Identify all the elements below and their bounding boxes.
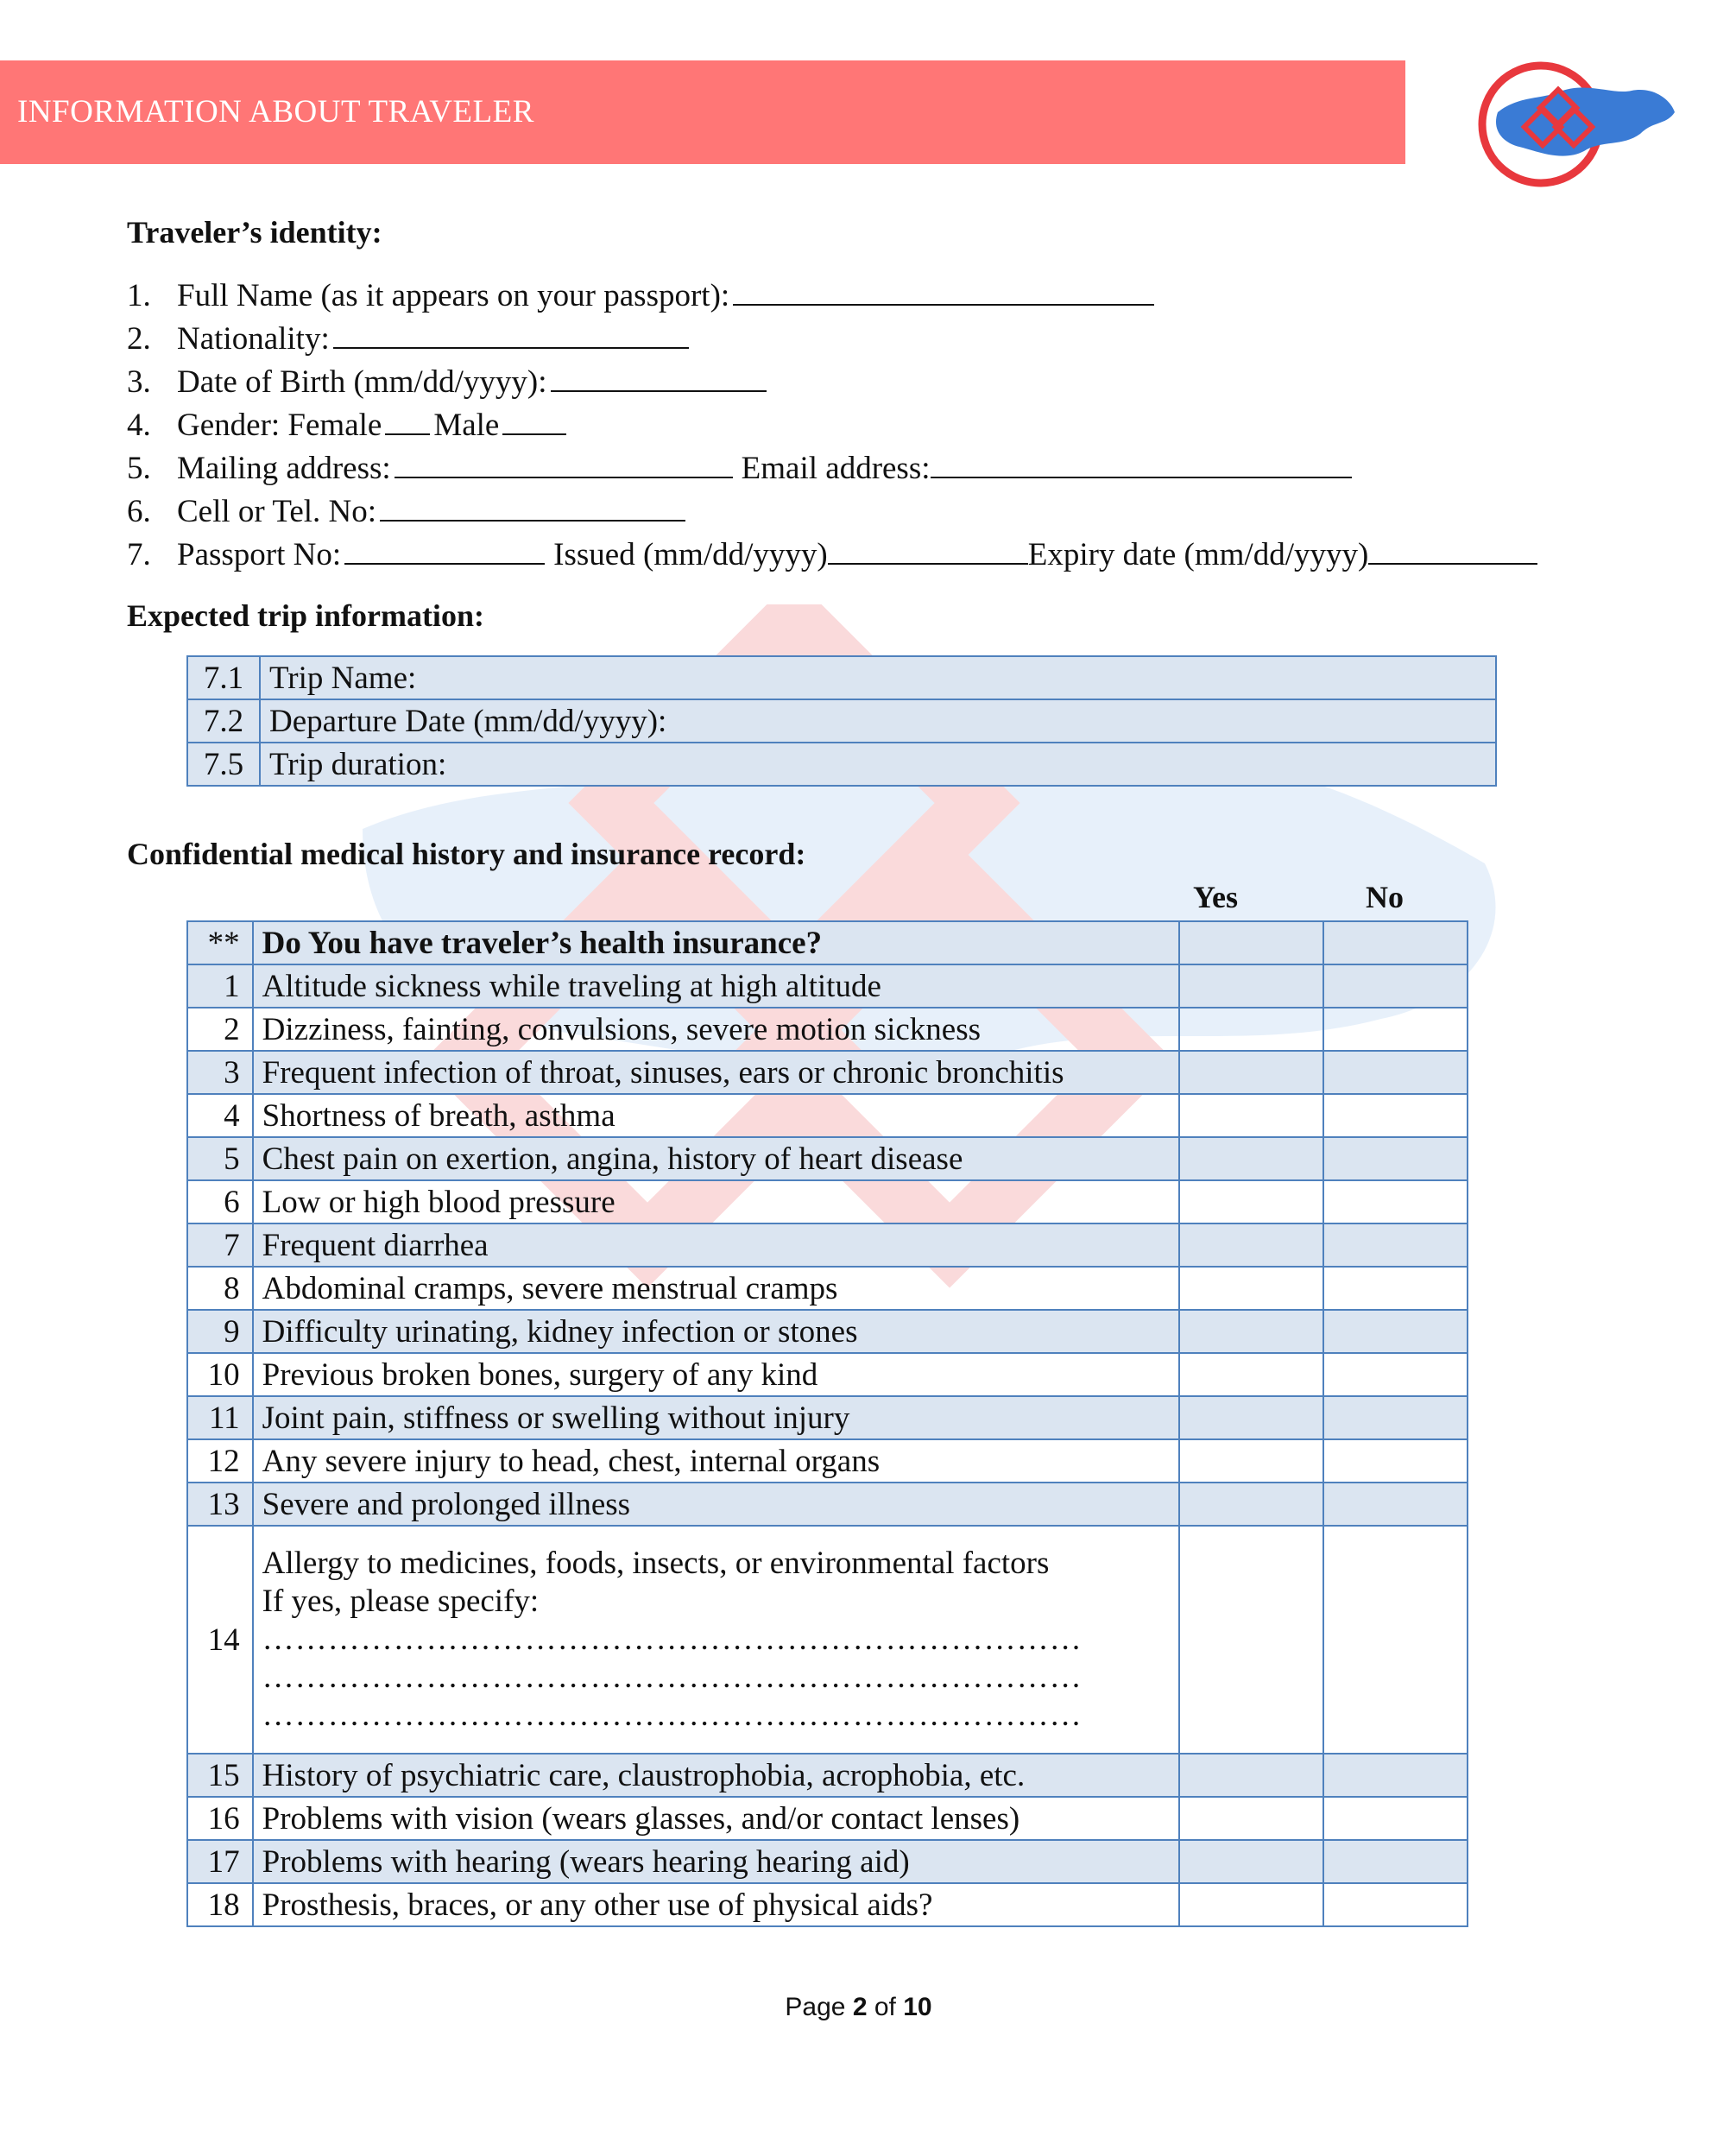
departure-date-field[interactable]: Departure Date (mm/dd/yyyy): [260,699,1496,743]
no-checkbox[interactable] [1323,1439,1468,1483]
no-checkbox[interactable] [1323,1840,1468,1883]
expiry-field[interactable] [1368,534,1537,565]
company-logo [1459,60,1683,188]
table-row: 6 Low or high blood pressure [187,1180,1468,1223]
no-checkbox[interactable] [1323,1310,1468,1353]
passport-field[interactable] [344,534,545,565]
full-name-field[interactable] [733,275,1154,306]
issued-label: Issued (mm/dd/yyyy) [553,537,828,572]
medical-table [186,920,1468,1927]
yes-checkbox[interactable] [1179,1180,1323,1223]
no-checkbox[interactable] [1323,1483,1468,1526]
table-row: 16 Problems with vision (wears glasses, and/or contact lenses) [187,1797,1468,1840]
no-checkbox[interactable] [1323,1754,1468,1797]
yes-checkbox[interactable] [1179,1137,1323,1180]
gender-male-field[interactable] [502,404,566,435]
header-bar [0,60,1405,164]
trip-table [186,655,1497,787]
yes-checkbox[interactable] [1179,1353,1323,1396]
full-name-label: Full Name (as it appears on your passport): [177,278,730,313]
no-checkbox[interactable] [1323,1137,1468,1180]
medical-heading: Confidential medical history and insurance record: [127,837,806,871]
table-row: 15 History of psychiatric care, claustrophobia, acrophobia, etc. [187,1754,1468,1797]
yes-checkbox[interactable] [1179,1094,1323,1137]
passport-label: Passport No: [177,537,342,572]
table-row: 2 Dizziness, fainting, convulsions, severe motion sickness [187,1008,1468,1051]
no-checkbox[interactable] [1323,964,1468,1008]
table-row: 13 Severe and prolonged illness [187,1483,1468,1526]
yes-checkbox[interactable] [1179,1396,1323,1439]
expiry-label: Expiry date (mm/dd/yyyy) [1027,537,1369,572]
no-checkbox[interactable] [1323,1008,1468,1051]
no-checkbox[interactable] [1323,1094,1468,1137]
table-row: 7.2 Departure Date (mm/dd/yyyy): [187,699,1496,743]
no-checkbox[interactable] [1323,1797,1468,1840]
list-item: 5. Mailing address: Email address: [127,447,1537,490]
allergy-specify-line[interactable]: ………………………………………………………………… [262,1622,1083,1657]
list-item: 2. Nationality: [127,318,1537,361]
table-row: 17 Problems with hearing (wears hearing hearing aid) [187,1840,1468,1883]
table-row: 10 Previous broken bones, surgery of any kind [187,1353,1468,1396]
trip-name-field[interactable]: Trip Name: [260,656,1496,699]
no-checkbox[interactable] [1323,1353,1468,1396]
list-item: 7. Passport No: Issued (mm/dd/yyyy) Expiry date (mm/dd/yyyy) [127,534,1537,577]
yes-checkbox[interactable] [1179,1051,1323,1094]
yes-checkbox[interactable] [1179,1483,1323,1526]
yes-checkbox[interactable] [1179,1840,1323,1883]
table-row: 14 Allergy to medicines, foods, insects, or environmental factors If yes, please specify: ………………………………………………………………… ………………………………………………………………… ………………………………………………………………… [187,1526,1468,1754]
nationality-label: Nationality: [177,321,330,357]
yes-checkbox[interactable] [1179,921,1323,964]
list-item: 6. Cell or Tel. No: [127,490,1537,534]
phone-field[interactable] [380,490,685,522]
table-row: 4 Shortness of breath, asthma [187,1094,1468,1137]
no-checkbox[interactable] [1323,1883,1468,1926]
allergy-specify-line[interactable]: ………………………………………………………………… [262,1698,1083,1733]
yes-checkbox[interactable] [1179,1008,1323,1051]
table-row: 12 Any severe injury to head, chest, internal organs [187,1439,1468,1483]
trip-duration-field[interactable]: Trip duration: [260,743,1496,786]
yes-column-header: Yes [1193,880,1238,914]
no-column-header: No [1366,880,1404,914]
yes-checkbox[interactable] [1179,1223,1323,1267]
nationality-field[interactable] [333,318,689,349]
email-label: Email address: [741,451,931,486]
page-title: INFORMATION ABOUT TRAVELER [17,94,534,130]
list-item: 3. Date of Birth (mm/dd/yyyy): [127,361,1537,404]
no-checkbox[interactable] [1323,1396,1468,1439]
gender-male-label: Male [433,408,500,443]
table-row: 7.1 Trip Name: [187,656,1496,699]
email-field[interactable] [931,447,1352,478]
no-checkbox[interactable] [1323,1051,1468,1094]
yes-checkbox[interactable] [1179,1439,1323,1483]
no-checkbox[interactable] [1323,1180,1468,1223]
gender-female-label: Gender: Female [177,408,382,443]
issued-field[interactable] [828,534,1028,565]
yes-checkbox[interactable] [1179,1797,1323,1840]
table-row: 18 Prosthesis, braces, or any other use of physical aids? [187,1883,1468,1926]
yes-checkbox[interactable] [1179,1754,1323,1797]
identity-heading: Traveler’s identity: [127,215,382,250]
no-checkbox[interactable] [1323,1526,1468,1754]
mailing-address-field[interactable] [395,447,733,478]
yes-checkbox[interactable] [1179,1883,1323,1926]
list-item: 4. Gender: Female Male [127,404,1537,447]
list-item: 1. Full Name (as it appears on your passport): [127,275,1537,318]
no-checkbox[interactable] [1323,1223,1468,1267]
table-row: 7 Frequent diarrhea [187,1223,1468,1267]
yes-checkbox[interactable] [1179,1310,1323,1353]
dob-field[interactable] [551,361,767,392]
yes-checkbox[interactable] [1179,964,1323,1008]
no-checkbox[interactable] [1323,1267,1468,1310]
table-row: 11 Joint pain, stiffness or swelling without injury [187,1396,1468,1439]
allergy-specify-line[interactable]: ………………………………………………………………… [262,1660,1083,1695]
yes-checkbox[interactable] [1179,1526,1323,1754]
phone-label: Cell or Tel. No: [177,494,377,529]
trip-heading: Expected trip information: [127,598,484,633]
dob-label: Date of Birth (mm/dd/yyyy): [177,364,547,400]
mailing-address-label: Mailing address: [177,451,391,486]
table-row: 3 Frequent infection of throat, sinuses, ears or chronic bronchitis [187,1051,1468,1094]
table-row: ** Do You have traveler’s health insurance? [187,921,1468,964]
table-row: 1 Altitude sickness while traveling at high altitude [187,964,1468,1008]
page-number: Page 2 of 10 [785,1993,932,2021]
identity-list [127,275,1537,577]
yes-checkbox[interactable] [1179,1267,1323,1310]
table-row: 8 Abdominal cramps, severe menstrual cramps [187,1267,1468,1310]
gender-female-field[interactable] [385,404,430,435]
table-row: 7.5 Trip duration: [187,743,1496,786]
table-row: 5 Chest pain on exertion, angina, history of heart disease [187,1137,1468,1180]
no-checkbox[interactable] [1323,921,1468,964]
table-row: 9 Difficulty urinating, kidney infection or stones [187,1310,1468,1353]
